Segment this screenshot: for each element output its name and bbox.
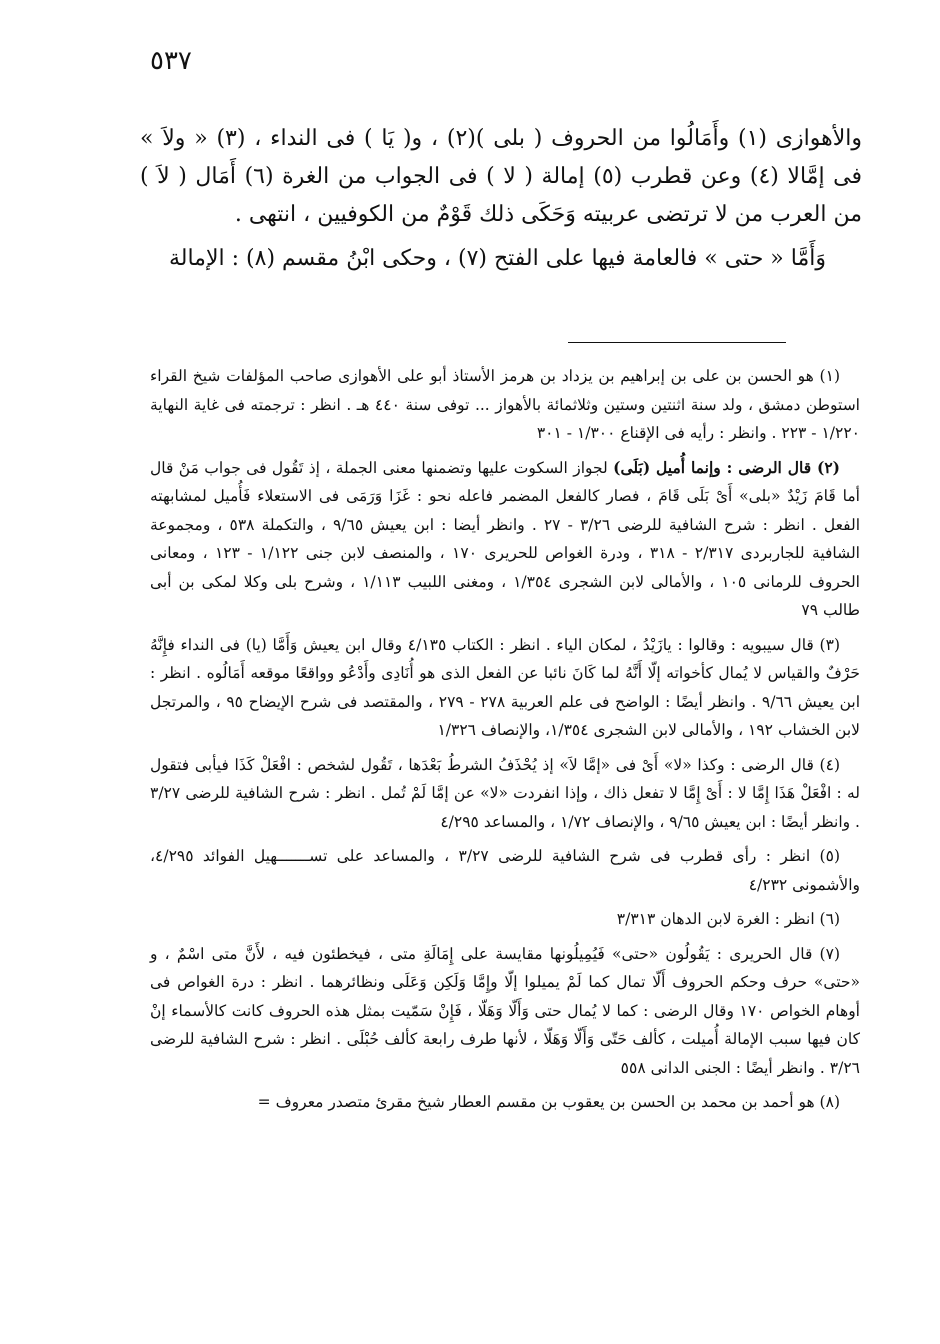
footnote-2-text: لجواز السكوت عليها وتضمنها معنى الجملة ، إذ تَقُول فى جواب مَنْ قال أما قَامَ زَيْدٌ «بلى» أَىْ بَلَى قَامَ ، فصار كالفعل المضمر فاعله نحو : غَزَا وَرَمَى فى الاستعلاء فَأُميل لمشابهته الفعل . انظر : شرح الشافية للرضى ٣/٢٦ - ٢٧ . وانظر أيضا : ابن يعيش ٩/٦٥ ، والتكملة ٥٣٨ ، ومجموعة الشافية للجاربردى ٢/٣١٧ - ٣١٨ ، ودرة الغواص للحريرى ١٧٠ ، والمنصف لابن جنى ١/١٢٢ - ١٢٣ ، ومعانى الحروف للرمانى ١٠٥ ، والأمالى لابن الشجرى ١/٣٥٤ ، ومغنى اللبيب ١/١١٣ ، وشرح بلى وكلا لمكى بن أبى طالب ٧٩	[150, 458, 861, 619]
footnote-8: (٨) هو أحمد بن محمد بن الحسن بن يعقوب بن مقسم العطار شيخ مقرئ متصدر معروف =	[257, 1093, 840, 1111]
page-number: ٥٣٧	[150, 46, 192, 76]
main-paragraph: والأهوازى (١) وأَمَالُوا من الحروف ( بلى )(٢) ، و( يَا ) فى النداء ، (٣) « ولاَ » فى إمَّالا (٤) وعن قطرب (٥) إمالة ( لا ) فى الجواب من الغرة (٦) أَمَال ( لاَ ) من العرب من لا ترتضى عربيته وَحَكَى ذلك قَوْمٌ من الكوفيين ، انتهى .	[140, 126, 862, 227]
footnote-3: (٣) قال سيبويه : وقالوا : يازَيْدُ ، لمكان الياء . انظر : الكتاب ٤/١٣٥ وقال ابن يعيش وَأَمَّا (يا) فى النداء فإِنَّهُ حَرْفٌ والقياس لا يُمال كأخواته إلّا أَنَّهُ لما كَانَ نائبا عن الفعل الذى هو أُنَادِى وأَدْعُو وواقعًا موقعه أَمَالُوه . انظر : ابن يعيش ٩/٦٦ . وانظر أيضًا : الواضح فى علم العربية ٢٧٨ - ٢٧٩ ، والمقتصد فى شرح الإيضاح ٩٥ ، والمرتجل لابن الخشاب ١٩٢ ، والأمالى لابن الشجرى ١/٣٥٤، والإنصاف ١/٣٢٦	[150, 635, 861, 739]
footnote-separator	[568, 342, 786, 343]
footnotes	[150, 362, 860, 1123]
footnote-6: (٦) انظر : الغرة لابن الدهان ٣/٣١٣	[616, 910, 840, 928]
footnote-1: (١) هو الحسن بن على بن إبراهيم بن يزداد بن هرمز الأستاذ أبو على الأهوازى صاحب المؤلفات شيخ القراء استوطن دمشق ، ولد سنة اثنتين وستين وثلاثمائة بالأهواز ... توفى سنة ٤٤٠ هـ . انظر : ترجمته فى غاية النهاية ١/٢٢٠ - ٢٢٣ . وانظر : رأيه فى الإقناع ١/٣٠٠ - ٣٠١	[150, 367, 860, 442]
footnote-5: (٥) انظر : رأى قطرب فى شرح الشافية للرضى ٣/٢٧ ، والمساعد على تســـــــهيل الفوائد ٤/٢٩٥، والأشمونى ٤/٢٣٢	[150, 847, 860, 894]
main-text	[140, 120, 862, 278]
main-paragraph: وَأَمَّا « حتى » فالعامة فيها على الفتح (٧) ، وحكى ابْنُ مقسم (٨) : الإمالة	[168, 246, 826, 271]
footnote-2	[150, 454, 860, 625]
footnote-2-lead: (٢) قال الرضى : وإنما أُميل (بَلَى)	[613, 457, 840, 477]
footnote-7: (٧) قال الحريرى : يَقُولُون «حتى» فَيُمِيلُونها مقايسة على إِمَالَةِ متى ، فيخطئون فيه ، لأَنَّ متى اسْمٌ ، و «حتى» حرف وحكم الحروف أَلّا تمال كما لَمْ يميلوا إلّا وإِمَّا وَلَكِن وَعَلَى ونظائرهما . انظر : درة الغواص فى أوهام الخواص ١٧٠ وقال الرضى : كما لا يُمال حتى وَأَلّا وَهَلّا ، فَإِنْ سَمّيت بمثل هذه الحروف كانت كالأسماء إنْ كان فيها سبب الإمالة أُميلت ، كألف حَتّى وَأَلّا وَهَلّا ، لأنها طرف رابعة كألف حُبْلَى . انظر : شرح الشافية للرضى ٣/٢٦ . وانظر أيضًا : الجنى الدانى ٥٥٨	[150, 944, 860, 1077]
footnote-4: (٤) قال الرضى : وكذا «لا» أَىْ فى «إمَّا لاَ» إذ يُحْذَفُ الشرطُ بَعْدَها ، تَقُول لشخص : افْعَلْ كَذَا فيأبى فتقول له : افْعَلْ هَذَا إِمَّا لا : أَىْ إِمَّا لا تفعل ذاك ، وإذا انفردت «لا» عن إمَّا لَمْ تُمل . انظر : شرح الشافية للرضى ٣/٢٧ . وانظر أيضًا : ابن يعيش ٩/٦٥ ، والإنصاف ١/٧٢ ، والمساعد ٤/٢٩٥	[150, 755, 860, 831]
